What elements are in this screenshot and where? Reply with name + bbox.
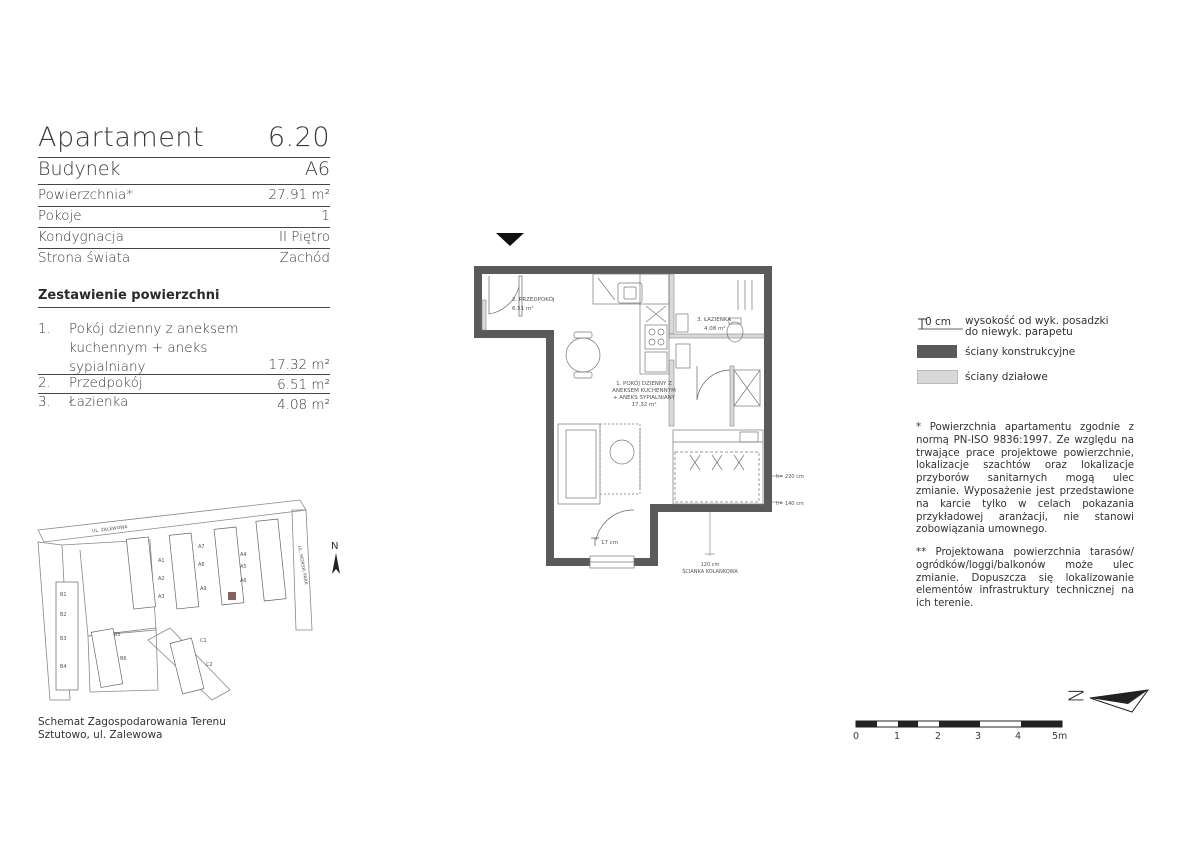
summary-item-num: 1. <box>38 321 51 337</box>
summary-item-name-line: sypialniany <box>69 359 146 375</box>
detail-row <box>38 208 330 224</box>
scale-label: 5m <box>1052 731 1068 742</box>
building-label: B3 <box>60 636 67 642</box>
building-label: B5 <box>114 632 121 638</box>
building-label: A8 <box>198 562 205 568</box>
building-label: C2 <box>206 662 213 668</box>
detail-value: Zachód <box>279 250 330 266</box>
building-label: B4 <box>60 664 67 670</box>
apartment-title-row <box>38 122 330 153</box>
site-north-label: N <box>331 541 339 552</box>
bathroom-fixtures <box>676 280 760 406</box>
site-buildings <box>56 519 286 694</box>
scale-label: 1 <box>894 731 901 742</box>
site-plan <box>34 490 354 705</box>
detail-value: 27.91 m² <box>268 187 330 203</box>
detail-label: Strona świata <box>38 250 131 266</box>
sill-legend-text <box>965 316 1109 338</box>
divider <box>38 227 330 228</box>
divider <box>38 307 330 308</box>
summary-item-name-line: kuchennym + aneks <box>69 340 208 356</box>
divider <box>38 206 330 207</box>
site-north-arrow-icon <box>332 553 340 574</box>
site-plan-caption-line: Sztutowo, ul. Zalewowa <box>38 729 163 741</box>
site-plan-caption-line: Schemat Zagospodarowania Terenu <box>38 716 226 728</box>
building-label: B6 <box>120 656 127 662</box>
street-label: UL. MORSKI PARK <box>296 545 308 586</box>
detail-row <box>38 229 330 245</box>
kitchen-counter <box>593 274 669 374</box>
divider <box>38 248 330 249</box>
summary-item-name <box>69 320 238 377</box>
room2-area: 6.51 m² <box>512 306 534 312</box>
site-plan-caption <box>38 716 226 742</box>
room3-area: 4.08 m² <box>704 326 726 332</box>
summary-item-value: 4.08 m² <box>277 397 330 413</box>
building-label: A4 <box>240 552 247 558</box>
sill-height: 17 cm <box>601 540 619 546</box>
scale-label: 3 <box>975 731 982 742</box>
summary-item-value: 6.51 m² <box>277 377 330 393</box>
note-terraces: ** Projektowana powierzchnia tarasów/ ogródków/loggi/balkonów może ulec zmianie. Dopuszcza się lokalizowanie elementów infrastruktury technicznej na ich terenie. <box>916 547 1134 610</box>
door-swing <box>697 366 730 400</box>
room2-label: 2. PRZEDPOKÓJ <box>512 297 555 303</box>
building-label: A5 <box>240 564 247 570</box>
height-220: h= 220 cm <box>776 474 804 480</box>
building-value: A6 <box>304 158 330 180</box>
building-label: B2 <box>60 612 67 618</box>
summary-item-num: 2. <box>38 375 51 391</box>
building-label: B1 <box>60 592 67 598</box>
kneewall-height: 120 cm <box>700 562 720 568</box>
summary-item-name-line: Pokój dzienny z aneksem <box>69 321 239 337</box>
scale-label: 2 <box>935 731 942 742</box>
building-label: A1 <box>158 558 165 564</box>
summary-item-value: 17.32 m² <box>268 357 330 373</box>
summary-item-name: Przedpokój <box>69 375 143 391</box>
north-label: N <box>1063 688 1088 704</box>
divider <box>38 184 330 185</box>
scale-bar <box>855 718 1070 730</box>
building-label: A3 <box>158 594 165 600</box>
room3-label: 3. ŁAZIENKA <box>697 317 732 323</box>
sofa-area <box>558 424 763 504</box>
scale-label: 0 <box>853 731 860 742</box>
street-label: UL. ZALEWOWA <box>92 525 128 535</box>
detail-row <box>38 250 330 266</box>
height-140: h= 140 cm <box>776 501 804 507</box>
structural-wall-label: ściany konstrukcyjne <box>965 346 1076 358</box>
summary-item-name: Łazienka <box>69 394 129 410</box>
apartment-label: Apartament <box>38 122 204 153</box>
sill-legend-line: wysokość od wyk. posadzki <box>965 315 1109 327</box>
detail-value: 1 <box>321 208 330 224</box>
kneewall-label: ŚCIANKA KOLANKOWA <box>682 569 738 575</box>
sill-symbol-label: 0 cm <box>925 316 952 328</box>
detail-label: Pokoje <box>38 208 82 224</box>
room1-label: 1. POKÓJ DZIENNY Z <box>616 381 672 387</box>
detail-value: II Piętro <box>279 229 330 245</box>
building-row <box>38 158 330 180</box>
partition-wall-label: ściany działowe <box>965 371 1048 383</box>
building-label: Budynek <box>38 158 121 180</box>
note-area: * Powierzchnia apartamentu zgodnie z normą PN-ISO 9836:1997. Ze względu na trwające prace projektowe powierzchnie, lokalizacje szachtów oraz lokalizacje przyborów sanitarnych mogą ulec zmianie. Wyposażenie jest przedstawione na karcie tylko w celach pokazania przykładowej aranżacji, nie stanowi zobowiązania umownego. <box>916 422 1134 536</box>
entrance-arrow-icon <box>496 233 524 246</box>
summary-title: Zestawienie powierzchni <box>38 288 220 303</box>
detail-label: Kondygnacja <box>38 229 124 245</box>
apartment-number: 6.20 <box>267 122 330 153</box>
north-arrow-icon <box>1088 688 1152 716</box>
building-label: A6 <box>240 578 247 584</box>
building-label: A9 <box>200 586 207 592</box>
sill-legend-line: do niewyk. parapetu <box>965 326 1073 338</box>
summary-item-num: 3. <box>38 394 51 410</box>
detail-row <box>38 187 330 203</box>
scale-label: 4 <box>1015 731 1022 742</box>
room1-label: ANEKSEM KUCHENNYM <box>612 388 676 394</box>
detail-label: Powierzchnia* <box>38 187 133 203</box>
dining-table <box>566 332 600 378</box>
floor-plan <box>460 225 804 585</box>
structural-wall-swatch <box>917 345 957 358</box>
building-label: C1 <box>200 638 207 644</box>
building-label: A2 <box>158 576 165 582</box>
door-swing <box>596 510 634 540</box>
partition-wall-swatch <box>917 370 958 384</box>
room1-label: + ANEKS SYPIALNIANY <box>612 395 676 401</box>
building-label: A7 <box>198 544 205 550</box>
apartment-marker <box>228 592 236 600</box>
room1-area: 17.32 m² <box>631 402 657 408</box>
